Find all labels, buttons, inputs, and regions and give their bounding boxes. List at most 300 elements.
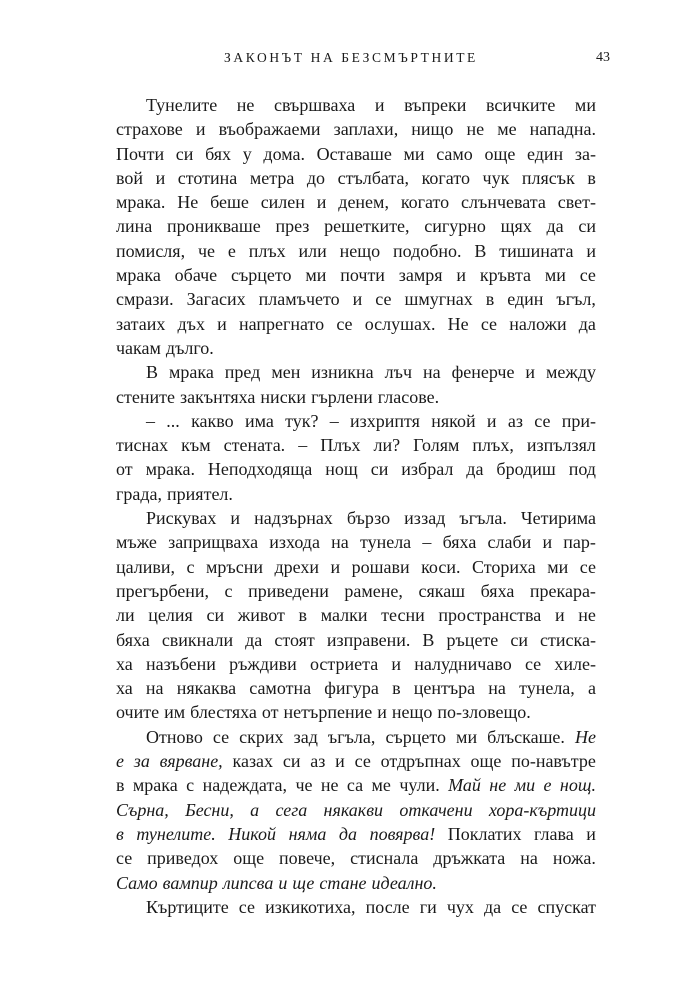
word: надеждата, — [202, 775, 288, 796]
word: на — [331, 532, 349, 553]
word: центъра — [413, 678, 476, 699]
word: смрази. — [116, 289, 174, 310]
word: цаливи, — [116, 556, 176, 577]
word: ниски — [260, 386, 307, 407]
word: да — [483, 896, 502, 917]
word: скрих — [239, 726, 284, 747]
word: дълго. — [165, 337, 214, 358]
word: се — [524, 653, 542, 674]
word: Поклатих — [447, 823, 522, 844]
text-line — [116, 822, 596, 846]
word: в — [392, 678, 401, 699]
word: Сърна, — [116, 799, 169, 820]
word: между — [546, 362, 596, 383]
word: тунелите. — [136, 823, 216, 844]
word: изправени. — [326, 629, 411, 650]
text-line — [116, 773, 596, 797]
word: Плъх — [320, 435, 361, 456]
word: Бесни, — [185, 799, 234, 820]
word: Отново — [146, 726, 203, 747]
text-line — [116, 749, 596, 773]
word: в — [298, 605, 308, 626]
word: не — [578, 605, 596, 626]
word: някой — [431, 410, 476, 431]
word: помисля, — [116, 240, 186, 261]
word: бродиш — [496, 459, 556, 480]
word: липсва — [222, 872, 274, 893]
word: ме — [497, 119, 517, 140]
word: после — [365, 896, 410, 917]
word: свършваха — [274, 95, 356, 115]
word: е — [543, 775, 552, 796]
word: шмугнах — [404, 289, 473, 310]
word: напрегнато — [238, 313, 325, 334]
text-line — [116, 895, 596, 919]
word: мен — [271, 362, 301, 383]
word: и — [542, 532, 553, 553]
word: стиска- — [540, 629, 596, 650]
word: В — [146, 362, 159, 383]
text-line — [116, 117, 596, 141]
word: денем, — [338, 192, 389, 213]
word: и — [195, 119, 206, 140]
word: още — [484, 143, 516, 164]
word: силен — [260, 192, 305, 213]
word: се — [116, 848, 133, 869]
word: малки — [320, 605, 368, 626]
word: че — [197, 240, 215, 261]
word: – — [422, 532, 432, 553]
word: по-зловещо. — [437, 702, 531, 723]
word: Голям — [413, 435, 460, 456]
word: мрака — [168, 362, 214, 383]
word: нещо — [391, 702, 433, 723]
word: е — [116, 751, 124, 772]
word: си — [510, 629, 528, 650]
word: всичките — [486, 95, 556, 115]
word: има — [244, 410, 274, 431]
word: а — [250, 799, 260, 820]
word: Почти — [116, 143, 165, 164]
word: мъже — [116, 532, 157, 553]
word: се — [480, 313, 498, 334]
word: спускат — [537, 896, 596, 917]
word: или — [298, 240, 327, 261]
text-line — [116, 506, 596, 530]
word: ги — [419, 896, 437, 917]
word: а — [587, 678, 596, 699]
word: и — [486, 410, 497, 431]
word: вярване, — [159, 751, 223, 772]
word: мрака. — [116, 192, 166, 213]
word: пространства — [438, 605, 542, 626]
word: им — [164, 702, 186, 723]
text-line — [116, 263, 596, 287]
word: изкикотиха, — [265, 896, 356, 917]
text-line — [116, 190, 596, 214]
word: града, — [116, 483, 163, 504]
word: ръцете — [446, 629, 499, 650]
text-line — [116, 287, 596, 311]
word: слънчевата — [461, 192, 546, 213]
word: и — [377, 702, 387, 723]
text-line — [116, 798, 596, 822]
word: бяха — [480, 580, 515, 601]
word: се — [579, 265, 596, 286]
text-line — [116, 142, 596, 166]
word: лина — [116, 216, 153, 237]
word: аз — [310, 751, 326, 772]
text-line — [116, 433, 596, 457]
text-line — [116, 457, 596, 481]
page-number: 43 — [596, 50, 610, 65]
word: приведени — [248, 580, 329, 601]
word: гласове. — [377, 386, 440, 407]
word: се — [511, 896, 528, 917]
word: още — [233, 848, 265, 869]
word: за — [133, 751, 150, 772]
word: обаче — [174, 265, 218, 286]
word: въображаеми — [218, 119, 321, 140]
word: глава — [534, 823, 574, 844]
text-line — [116, 336, 596, 360]
body-text — [116, 93, 596, 919]
word: самотна — [249, 678, 312, 699]
word: хиле- — [554, 653, 596, 674]
word: замря — [398, 265, 443, 286]
word: и — [155, 167, 166, 188]
word: заприщваха — [168, 532, 259, 553]
word: дъх — [177, 313, 205, 334]
word: се — [336, 313, 353, 334]
word: ... — [166, 410, 180, 431]
word: избрал — [401, 459, 454, 480]
word: стълбата, — [337, 167, 410, 188]
word: свикнали — [161, 629, 234, 650]
word: наложи — [509, 313, 567, 334]
word: решетките, — [324, 216, 410, 237]
word: мрака — [132, 775, 178, 796]
word: са — [346, 775, 364, 796]
word: си — [175, 143, 194, 164]
text-line — [116, 482, 596, 506]
word: фигура — [324, 678, 379, 699]
word: прегърбени, — [116, 580, 209, 601]
word: с — [186, 556, 195, 577]
word: един — [507, 289, 544, 310]
word: Сториха — [471, 556, 536, 577]
word: се — [534, 410, 551, 431]
word: не — [236, 95, 255, 115]
word: остриета — [309, 653, 379, 674]
word: сякаш — [418, 580, 466, 601]
word: Никой — [228, 823, 277, 844]
word: и — [330, 556, 341, 577]
word: да — [578, 313, 596, 334]
text-line — [116, 239, 596, 263]
word: идеално. — [371, 872, 437, 893]
word: не — [320, 775, 339, 796]
word: надзърнах — [254, 508, 333, 529]
word: ъгъла. — [459, 508, 507, 529]
word: когато — [400, 192, 450, 213]
word: се — [238, 896, 255, 917]
word: някакви — [323, 799, 384, 820]
word: се — [212, 726, 230, 747]
word: изхода — [269, 532, 320, 553]
word: страхове — [116, 119, 183, 140]
text-line — [116, 579, 596, 603]
word: коси. — [421, 556, 461, 577]
word: ми — [574, 95, 596, 115]
word: от — [261, 702, 279, 723]
text-line — [116, 555, 596, 579]
word: ножа. — [552, 848, 596, 869]
word: – — [146, 410, 155, 431]
word: откачени — [399, 799, 473, 820]
word: и — [456, 265, 467, 286]
word: в — [116, 775, 125, 796]
word: плъх — [248, 240, 286, 261]
text-line — [116, 725, 596, 749]
word: бяха — [116, 629, 150, 650]
word: на — [145, 678, 164, 699]
word: някаква — [176, 678, 237, 699]
word: назъбени — [145, 653, 216, 674]
word: налудничаво — [414, 653, 512, 674]
word: ослушах. — [364, 313, 436, 334]
word: няма — [288, 823, 327, 844]
word: стане — [319, 872, 367, 893]
word: ъгъл, — [556, 289, 596, 310]
word: тук? — [285, 410, 319, 431]
word: изникна — [311, 362, 374, 383]
word: на — [520, 848, 538, 869]
word: към — [181, 435, 211, 456]
word: и — [335, 751, 345, 772]
word: ха — [116, 678, 133, 699]
word: целия — [148, 605, 193, 626]
word: до — [306, 167, 326, 188]
word: – — [329, 410, 339, 431]
word: за- — [574, 143, 596, 164]
word: Тунелите — [146, 95, 218, 115]
word: си — [370, 459, 389, 480]
word: изпълзял — [526, 435, 596, 456]
word: какво — [191, 410, 234, 431]
word: нощ. — [559, 775, 596, 796]
word: В — [474, 240, 487, 261]
word: бях — [205, 143, 232, 164]
text-line — [116, 846, 596, 870]
word: се — [579, 556, 596, 577]
word: Къртиците — [146, 896, 229, 917]
word: слаби — [487, 532, 532, 553]
word: повече, — [279, 848, 336, 869]
word: живот — [237, 605, 285, 626]
word: повярва! — [369, 823, 436, 844]
word: не — [489, 775, 507, 796]
word: вампир — [162, 872, 218, 893]
word: под — [568, 459, 596, 480]
word: в — [485, 289, 495, 310]
word: ми — [544, 265, 566, 286]
word: си — [206, 605, 225, 626]
word: плясък — [521, 167, 575, 188]
word: тунела — [359, 532, 412, 553]
word: и — [230, 508, 241, 529]
word: сега — [275, 799, 308, 820]
word: сърцето — [385, 726, 446, 747]
word: с — [224, 580, 233, 601]
word: чук — [482, 167, 510, 188]
word: при- — [561, 410, 596, 431]
text-line — [116, 360, 596, 384]
word: тунела, — [519, 678, 575, 699]
word: пред — [224, 362, 261, 383]
word: нетърпение — [283, 702, 373, 723]
word: чух — [446, 896, 474, 917]
word: през — [275, 216, 310, 237]
word: Май — [448, 775, 481, 796]
word: лъч — [384, 362, 412, 383]
word: пламъчето — [258, 289, 340, 310]
word: с — [186, 775, 195, 796]
word: Рискувах — [146, 508, 217, 529]
word: да — [338, 823, 358, 844]
word: изхриптя — [350, 410, 420, 431]
word: ли? — [373, 435, 401, 456]
word: нищо — [411, 119, 454, 140]
word: беше — [210, 192, 249, 213]
word: мрака. — [145, 459, 195, 480]
word: аз — [507, 410, 523, 431]
text-line — [116, 676, 596, 700]
word: на — [488, 678, 506, 699]
word: дома. — [263, 143, 305, 164]
word: ми — [403, 143, 425, 164]
word: хора-къртици — [488, 799, 596, 820]
word: очите — [116, 702, 160, 723]
word: чули. — [399, 775, 440, 796]
word: почти — [340, 265, 385, 286]
word: ми — [456, 726, 478, 747]
word: се — [354, 751, 371, 772]
word: си — [578, 216, 596, 237]
text-line — [116, 700, 596, 724]
text-line — [116, 530, 596, 554]
word: ме — [371, 775, 391, 796]
word: В — [422, 629, 435, 650]
word: закънтяха — [179, 386, 256, 407]
word: и — [316, 192, 327, 213]
word: прекара- — [529, 580, 596, 601]
word: дрехи — [274, 556, 319, 577]
word: дръжката — [433, 848, 506, 869]
word: сърцето — [230, 265, 292, 286]
word: плъх, — [472, 435, 514, 456]
word: в — [587, 167, 596, 188]
word: че — [295, 775, 313, 796]
word: ми — [305, 265, 327, 286]
text-line — [116, 214, 596, 238]
word: и — [391, 653, 402, 674]
word: стените — [116, 386, 175, 407]
word: ха — [116, 653, 133, 674]
word: бяха — [442, 532, 477, 553]
word: е — [227, 240, 236, 261]
word: и — [374, 95, 385, 115]
word: стоят — [274, 629, 315, 650]
word: на — [422, 362, 441, 383]
text-line — [116, 871, 596, 895]
word: мрака — [116, 265, 161, 286]
word: в — [116, 823, 124, 844]
word: сигурно — [424, 216, 486, 237]
word: нападна. — [529, 119, 596, 140]
word: не — [466, 119, 485, 140]
word: нощ — [325, 459, 358, 480]
word: ми — [514, 775, 536, 796]
word: тишината — [499, 240, 574, 261]
word: Загасих — [186, 289, 246, 310]
word: вой — [116, 167, 144, 188]
word: рошави — [351, 556, 410, 577]
word: фенерче — [451, 362, 515, 383]
word: казах — [232, 751, 274, 772]
word: – — [298, 435, 308, 456]
word: и — [586, 240, 596, 261]
word: затаих — [116, 313, 166, 334]
word: Не — [177, 192, 199, 213]
text-line — [116, 166, 596, 190]
word: проникваше — [166, 216, 261, 237]
word: гърлени — [311, 386, 373, 407]
word: у — [242, 143, 252, 164]
word: кръвта — [479, 265, 532, 286]
word: свет- — [557, 192, 596, 213]
word: един — [527, 143, 564, 164]
word: когато — [421, 167, 470, 188]
word: стената. — [223, 435, 286, 456]
word: и — [554, 605, 565, 626]
word: да — [245, 629, 263, 650]
word: ъгъла, — [327, 726, 376, 747]
word: тиснах — [116, 435, 169, 456]
word: чакам — [116, 337, 161, 358]
word: Оставаше — [316, 143, 392, 164]
word: и — [352, 289, 363, 310]
word: и — [586, 823, 596, 844]
text-line — [116, 652, 596, 676]
word: да — [466, 459, 484, 480]
text-line — [116, 312, 596, 336]
word: ми — [547, 556, 569, 577]
word: приятел. — [167, 483, 233, 504]
word: само — [436, 143, 473, 164]
word: по-навътре — [511, 751, 596, 772]
word: от — [116, 459, 133, 480]
word: и — [217, 313, 227, 334]
word: мръсни — [206, 556, 263, 577]
word: заплахи, — [333, 119, 399, 140]
word: Само — [116, 872, 158, 893]
text-line — [116, 409, 596, 433]
word: приведох — [147, 848, 219, 869]
text-line — [116, 603, 596, 627]
running-title: ЗАКОНЪТ НА БЕЗСМЪРТНИТЕ — [224, 50, 478, 65]
word: Четирима — [520, 508, 596, 529]
